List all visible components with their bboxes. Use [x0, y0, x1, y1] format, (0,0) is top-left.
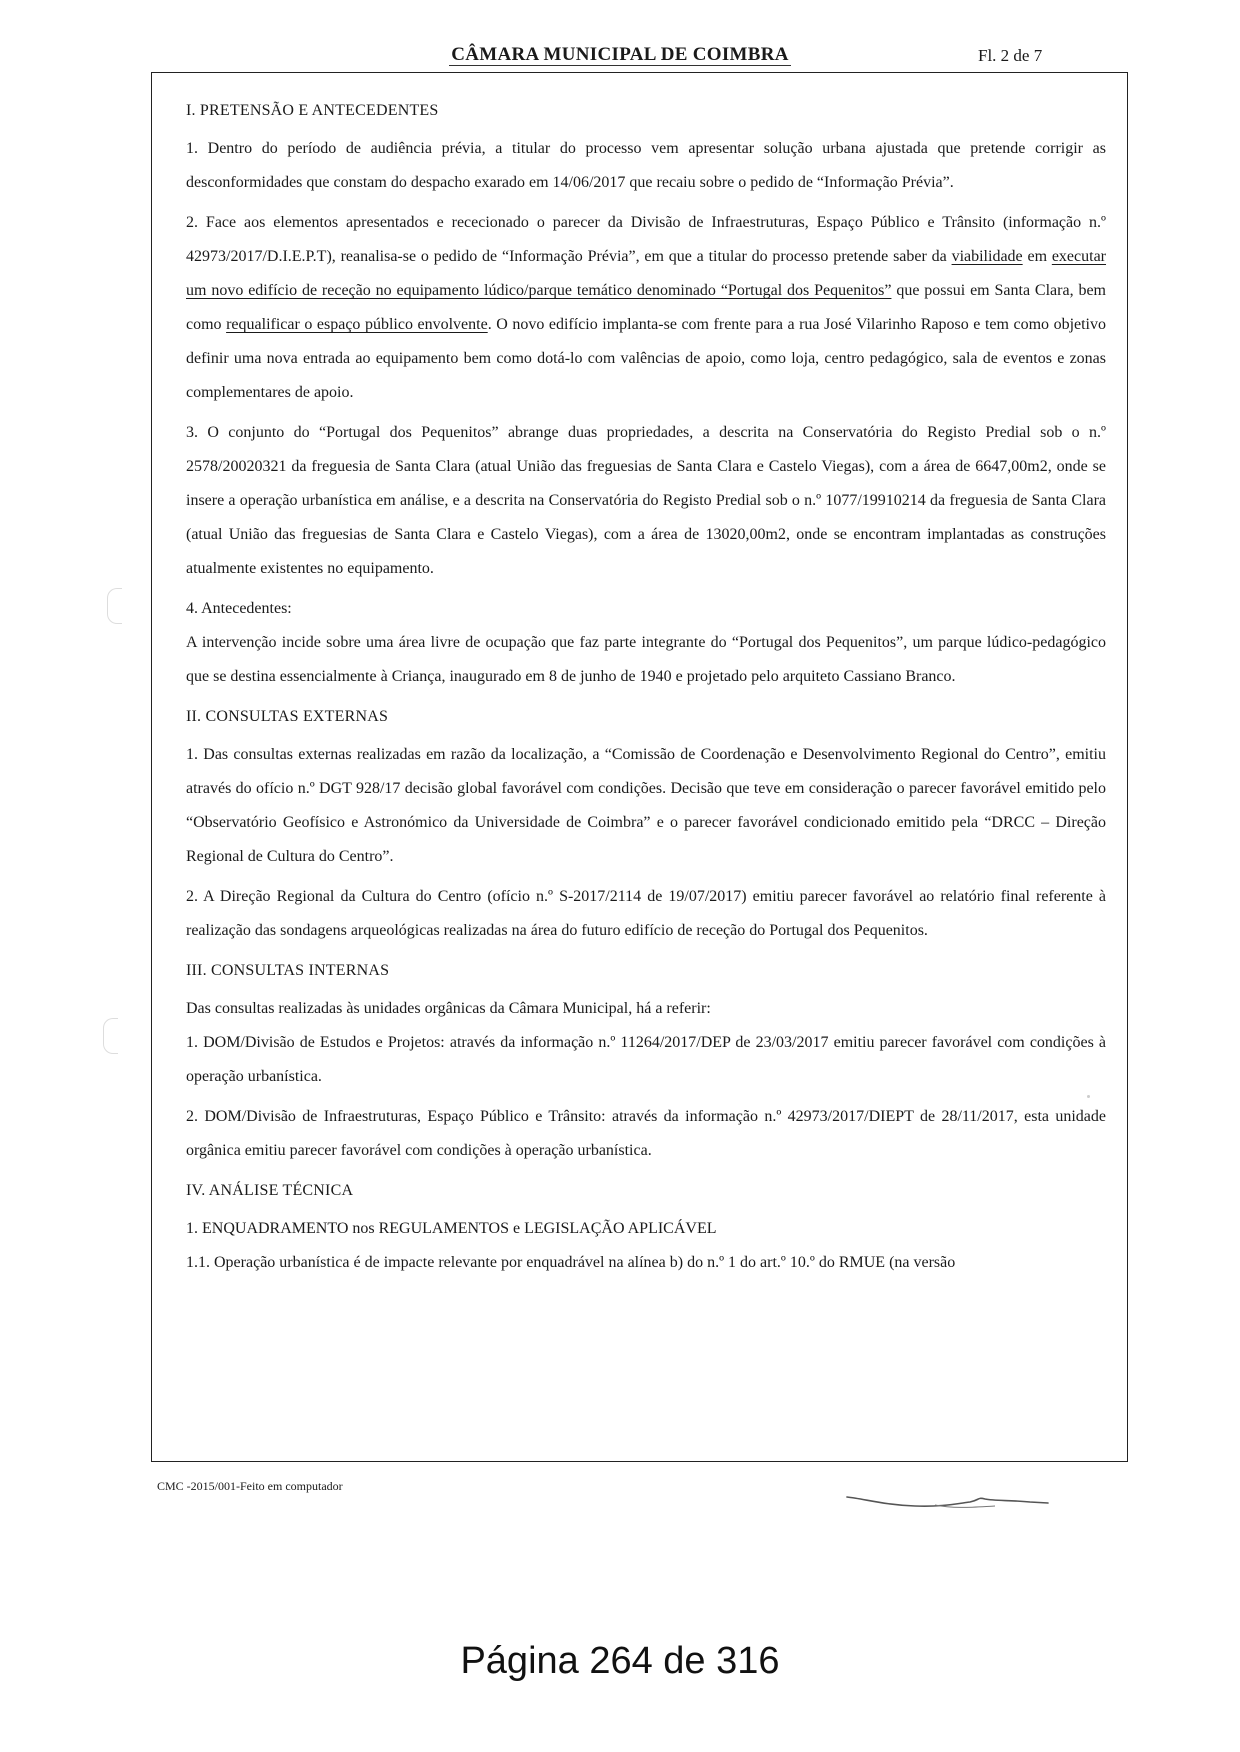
text-run: 2. Face aos elementos apresentados e rececionado o parecer da Divisão de Infraestruturas, Espaço Público e Trânsito (informação n.º 42973/2017/D.I.E.P.T), reanalisa-se o pedido de “Informação Prévia”, em que a titular do processo pretende saber da [186, 214, 1106, 265]
council-name: CÂMARA MUNICIPAL DE COIMBRA [451, 44, 789, 65]
page-number: Página 264 de 316 [460, 1640, 780, 1682]
text-run: . O novo edifício implanta-se com frente para a rua José Vilarinho Raposo e tem como objetivo definir uma nova entrada ao equipamento bem como dotá-lo com valências de apoio, como loja, centro pedagógico, sala de eventos e zonas complementares de apoio. [186, 316, 1107, 401]
underlined-text: requalificar o espaço público envolvente [226, 316, 488, 333]
paragraph: 1. Dentro do período de audiência prévia, a titular do processo vem apresentar solução urbana ajustada que pretende corrigir as desconformidades que constam do despacho exarado em 14/06/2017 que recaiu sobre o pedido de “Informação Prévia”. [186, 140, 1106, 191]
text-run: em [1022, 248, 1052, 265]
folio-number: Fl. 2 de 7 [978, 46, 1043, 65]
punch-hole-mark [107, 588, 122, 624]
underlined-text: viabilidade [951, 248, 1023, 265]
form-code: CMC -2015/001-Feito em computador [157, 1479, 343, 1493]
punch-hole-mark [103, 1018, 118, 1054]
signature-mark [845, 1487, 1050, 1513]
document-header [0, 44, 1240, 66]
paragraph: Das consultas realizadas às unidades orgânicas da Câmara Municipal, há a referir: [186, 1000, 711, 1017]
paragraph: 1. Das consultas externas realizadas em razão da localização, a “Comissão de Coordenação e Desenvolvimento Regional do Centro”, emitiu através do ofício n.º DGT 928/17 decisão global favorável com condições. Decisão que teve em consideração o parecer favorável emitido pelo “Observatório Geofísico e Astronómico da Universidade de Coimbra” e o parecer favorável condicionado emitido pela “DRCC – Direção Regional de Cultura do Centro”. [186, 746, 1106, 865]
paragraph [186, 206, 1106, 410]
paragraph: 2. DOM/Divisão de Infraestruturas, Espaço Público e Trânsito: através da informação n.º 42973/2017/DIEPT de 28/11/2017, esta unidade orgânica emitiu parecer favorável com condições à operação urbanística. [186, 1108, 1106, 1159]
section-heading-2: II. CONSULTAS EXTERNAS [186, 708, 389, 725]
paragraph: 2. A Direção Regional da Cultura do Centro (ofício n.º S-2017/2114 de 19/07/2017) emitiu parecer favorável ao relatório final referente à realização das sondagens arqueológicas realizadas na área do futuro edifício de receção do Portugal dos Pequenitos. [186, 888, 1106, 939]
subsection-heading: 1. ENQUADRAMENTO nos REGULAMENTOS e LEGISLAÇÃO APLICÁVEL [186, 1220, 717, 1237]
paragraph: A intervenção incide sobre uma área livre de ocupação que faz parte integrante do “Portugal dos Pequenitos”, um parque lúdico-pedagógico que se destina essencialmente à Criança, inaugurado em 8 de junho de 1940 e projetado pelo arquiteto Cassiano Branco. [186, 634, 1106, 685]
text-run: que possui em Santa Clara, bem como [186, 282, 1106, 333]
document-body [186, 92, 1106, 1280]
paragraph: 1. DOM/Divisão de Estudos e Projetos: através da informação n.º 11264/2017/DEP de 23/03/2017 emitiu parecer favorável com condições à operação urbanística. [186, 1034, 1106, 1085]
paragraph: 3. O conjunto do “Portugal dos Pequenitos” abrange duas propriedades, a descrita na Conservatória do Registo Predial sob o n.º 2578/20020321 da freguesia de Santa Clara (atual União das freguesias de Santa Clara e Castelo Viegas), com a área de 6647,00m2, onde se insere a operação urbanística em análise, e a descrita na Conservatória do Registo Predial sob o n.º 1077/19910214 da freguesia de Santa Clara (atual União das freguesias de Santa Clara e Castelo Viegas), com a área de 13020,00m2, onde se encontram implantadas as construções atualmente existentes no equipamento. [186, 424, 1106, 577]
paragraph-title: 4. Antecedentes: [186, 600, 292, 617]
underlined-text: executar um novo edifício de receção no equipamento lúdico/parque temático denominado “Portugal dos Pequenitos” [186, 248, 1107, 299]
section-heading-3: III. CONSULTAS INTERNAS [186, 962, 390, 979]
section-heading-1: I. PRETENSÃO E ANTECEDENTES [186, 102, 439, 119]
paragraph: 1.1. Operação urbanística é de impacte relevante por enquadrável na alínea b) do n.º 1 do art.º 10.º do RMUE (na versão [186, 1254, 956, 1271]
section-heading-4: IV. ANÁLISE TÉCNICA [186, 1182, 354, 1199]
